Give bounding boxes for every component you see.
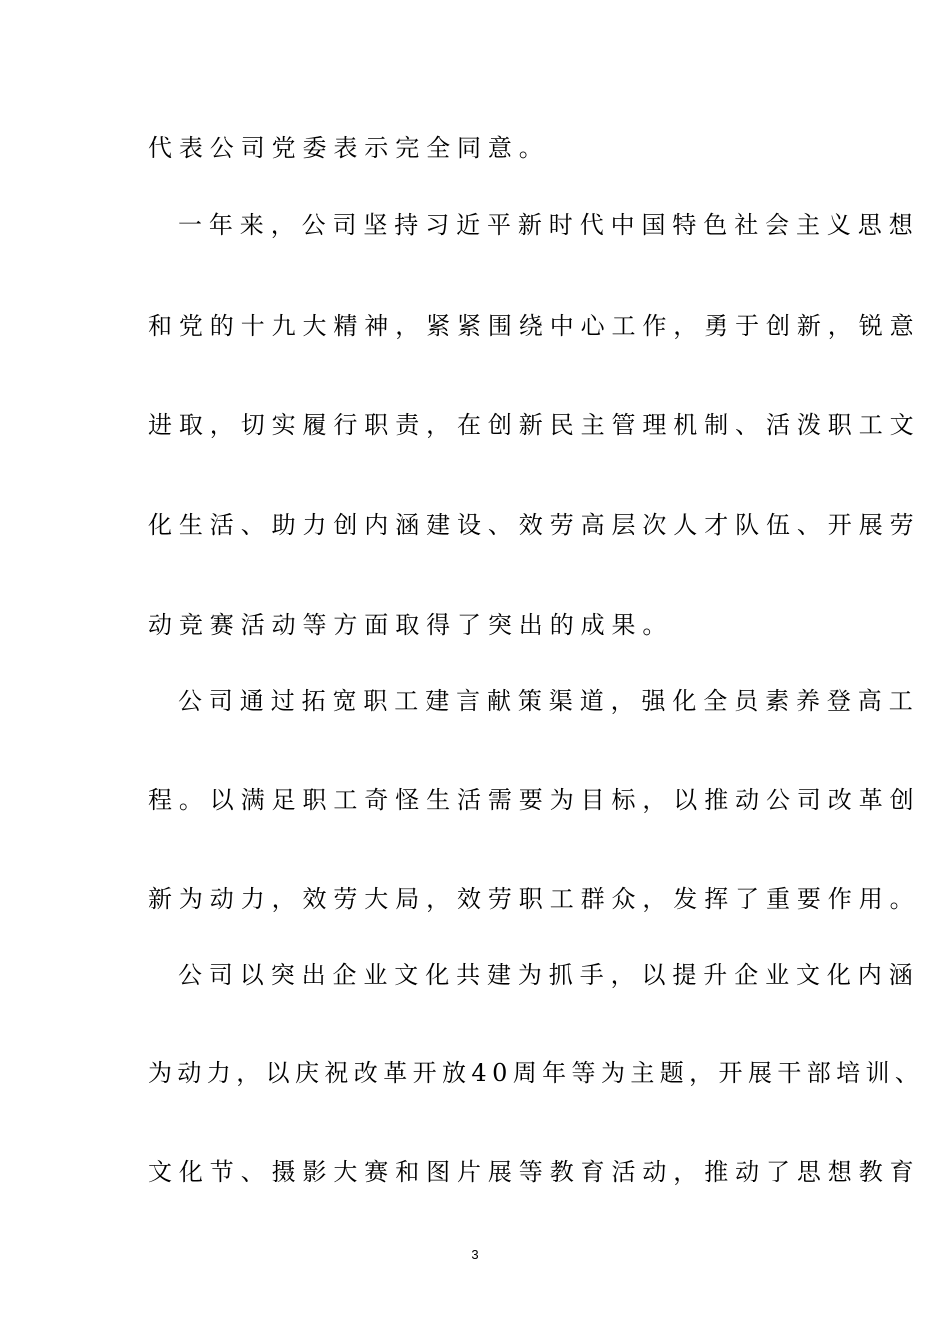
text-line: 程。以满足职工奇怪生活需要为目标，以推动公司改革创 [148,786,921,814]
text-line: 文化节、摄影大赛和图片展等教育活动，推动了思想教育 [148,1158,921,1186]
text-line: 进取，切实履行职责，在创新民主管理机制、活泼职工文 [148,411,921,439]
text-line: 公司以突出企业文化共建为抓手，以提升企业文化内涵 [178,961,920,989]
text-line: 一年来，公司坚持习近平新时代中国特色社会主义思想 [178,211,920,239]
text-line: 代表公司党委表示完全同意。 [148,134,550,162]
text-line: 为动力，以庆祝改革开放40周年等为主题，开展干部培训、 [148,1059,925,1087]
page-number: 3 [471,1247,479,1262]
text-line: 新为动力，效劳大局，效劳职工群众，发挥了重要作用。 [148,885,921,913]
text-line: 动竞赛活动等方面取得了突出的成果。 [148,611,674,639]
text-line: 和党的十九大精神，紧紧围绕中心工作，勇于创新，锐意 [148,312,921,340]
text-line: 化生活、助力创内涵建设、效劳高层次人才队伍、开展劳 [148,511,921,539]
text-line: 公司通过拓宽职工建言献策渠道，强化全员素养登高工 [178,687,920,715]
